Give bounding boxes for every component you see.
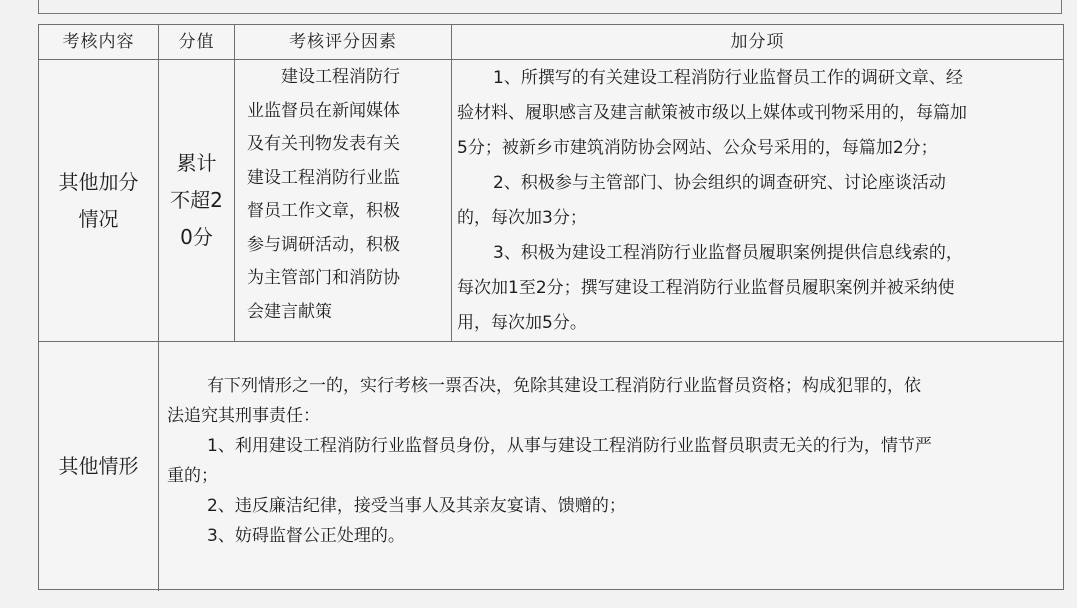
- row1-score-line: 0分: [180, 225, 213, 249]
- other-line: 1、利用建设工程消防行业监督员身份，从事与建设工程消防行业监督员职责无关的行为，情节严: [207, 436, 932, 456]
- header-factor: 考核评分因素: [289, 32, 397, 52]
- other-line: 2、违反廉洁纪律，接受当事人及其亲友宴请、馈赠的；: [207, 496, 626, 516]
- bonus-line: 2、积极参与主管部门、协会组织的调查研究、讨论座谈活动: [493, 173, 946, 193]
- assessment-table: [38, 24, 1064, 590]
- row1-score-cell: [159, 60, 234, 341]
- factor-line: 建设工程消防行业监: [247, 167, 400, 188]
- column-divider-2: [234, 25, 235, 341]
- other-line: 3、妨碍监督公正处理的。: [207, 526, 405, 546]
- factor-line: 及有关刊物发表有关: [247, 134, 400, 154]
- header-score: 分值: [178, 32, 215, 52]
- row1-score-line: 不超2: [170, 188, 223, 212]
- factor-line: 会建言献策: [247, 301, 332, 322]
- other-line: 重的；: [167, 466, 218, 486]
- row1-bonus-cell: [457, 61, 1062, 341]
- bonus-line: 的，每次加3分；: [457, 208, 587, 228]
- bonus-line: 验材料、履职感言及建言献策被市级以上媒体或刊物采用的，每篇加: [457, 103, 967, 123]
- bonus-line: 用，每次加5分。: [457, 313, 587, 333]
- row2-content-cell: [39, 342, 158, 590]
- row-divider: [39, 341, 1063, 342]
- row2-content: 其他情形: [58, 453, 139, 478]
- row1-content-line: 其他加分: [58, 169, 139, 194]
- row1-score-line: 累计: [176, 151, 217, 175]
- row2-text-cell: [167, 371, 1062, 551]
- header-content: 考核内容: [62, 32, 135, 52]
- other-line: 有下列情形之一的，实行考核一票否决，免除其建设工程消防行业监督员资格；构成犯罪的，依: [207, 376, 921, 396]
- row1-factor-cell: [247, 61, 443, 329]
- factor-line: 参与调研活动，积极: [247, 234, 400, 255]
- bonus-line: 3、积极为建设工程消防行业监督员履职案例提供信息线索的，: [493, 243, 963, 263]
- row1-content-line: 情况: [78, 206, 119, 231]
- header-bonus: 加分项: [730, 32, 785, 52]
- previous-table-edge: [38, 0, 1062, 14]
- other-line: 法追究其刑事责任：: [167, 406, 320, 426]
- factor-line: 建设工程消防行: [281, 67, 400, 87]
- column-divider-3: [451, 25, 452, 341]
- factor-line: 督员工作文章，积极: [247, 201, 400, 221]
- factor-line: 业监督员在新闻媒体: [247, 100, 400, 121]
- factor-line: 为主管部门和消防协: [247, 268, 400, 288]
- bonus-line: 1、所撰写的有关建设工程消防行业监督员工作的调研文章、经: [493, 68, 963, 88]
- bonus-line: 每次加1至2分；撰写建设工程消防行业监督员履职案例并被采纳使: [457, 278, 955, 298]
- row1-content-cell: [39, 60, 158, 341]
- bonus-line: 5分；被新乡市建筑消防协会网站、公众号采用的，每篇加2分；: [457, 138, 938, 158]
